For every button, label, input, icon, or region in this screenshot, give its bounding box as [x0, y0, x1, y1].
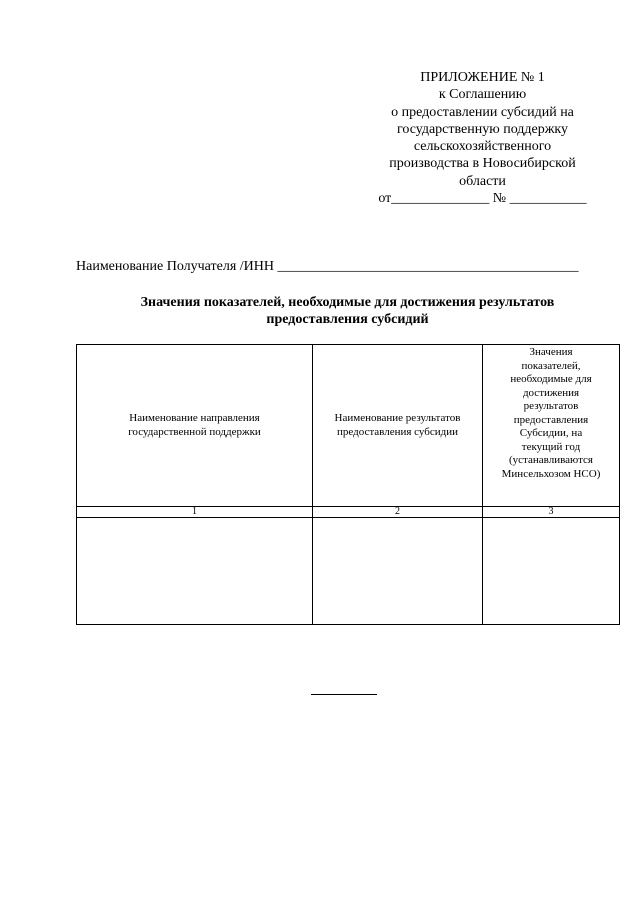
appendix-line: производства в Новосибирской [389, 156, 576, 172]
agreement-date-number-line: от______________ № ___________ [378, 191, 587, 207]
column-number: 3 [483, 507, 620, 518]
table-header-row [77, 345, 620, 507]
title-line: Значения показателей, необходимые для достижения результатов [140, 295, 555, 310]
appendix-line: области [459, 173, 506, 189]
header-text-line: текущий год [521, 440, 581, 453]
appendix-line: к Соглашению [438, 87, 527, 103]
header-text-line: предоставления [513, 413, 589, 426]
header-text-line: достижения [522, 386, 580, 399]
appendix-line: государственную поддержку [396, 121, 569, 137]
table-cell[interactable] [77, 518, 313, 625]
end-of-document-line [311, 694, 377, 695]
header-text-line: Наименование результатов [334, 412, 461, 424]
table-row [77, 518, 620, 625]
table-cell[interactable] [483, 518, 620, 625]
recipient-name-inn-field: Наименование Получателя /ИНН ___________________________________________ [76, 259, 579, 274]
column-number: 2 [313, 507, 483, 518]
header-text-line: (устанавливаются [509, 454, 593, 466]
header-text-line: показателей, [521, 359, 581, 372]
document-title [76, 294, 619, 328]
header-cell-results [313, 345, 483, 507]
header-text-line: предоставления субсидии [336, 425, 459, 438]
title-line: предоставления субсидий [266, 312, 429, 327]
header-text-line: Субсидии, на [519, 427, 583, 439]
appendix-line: ПРИЛОЖЕНИЕ № 1 [420, 70, 545, 85]
appendix-line: сельскохозяйственного [413, 139, 552, 155]
header-text-line: результатов [523, 400, 579, 412]
header-text-line: Минсельхозом НСО) [501, 467, 601, 480]
indicators-table [76, 344, 620, 625]
header-cell-indicator-values [483, 345, 620, 507]
header-text-line: необходимые для [510, 373, 592, 385]
column-number: 1 [77, 507, 313, 518]
header-text-line: Значения [529, 346, 573, 358]
appendix-header [360, 69, 605, 207]
column-number-row [77, 507, 620, 518]
table-cell[interactable] [313, 518, 483, 625]
header-text-line: государственной поддержки [128, 425, 261, 438]
header-text-line: Наименование направления [129, 412, 260, 424]
appendix-line: о предоставлении субсидий на [391, 104, 574, 120]
header-cell-support-direction [77, 345, 313, 507]
